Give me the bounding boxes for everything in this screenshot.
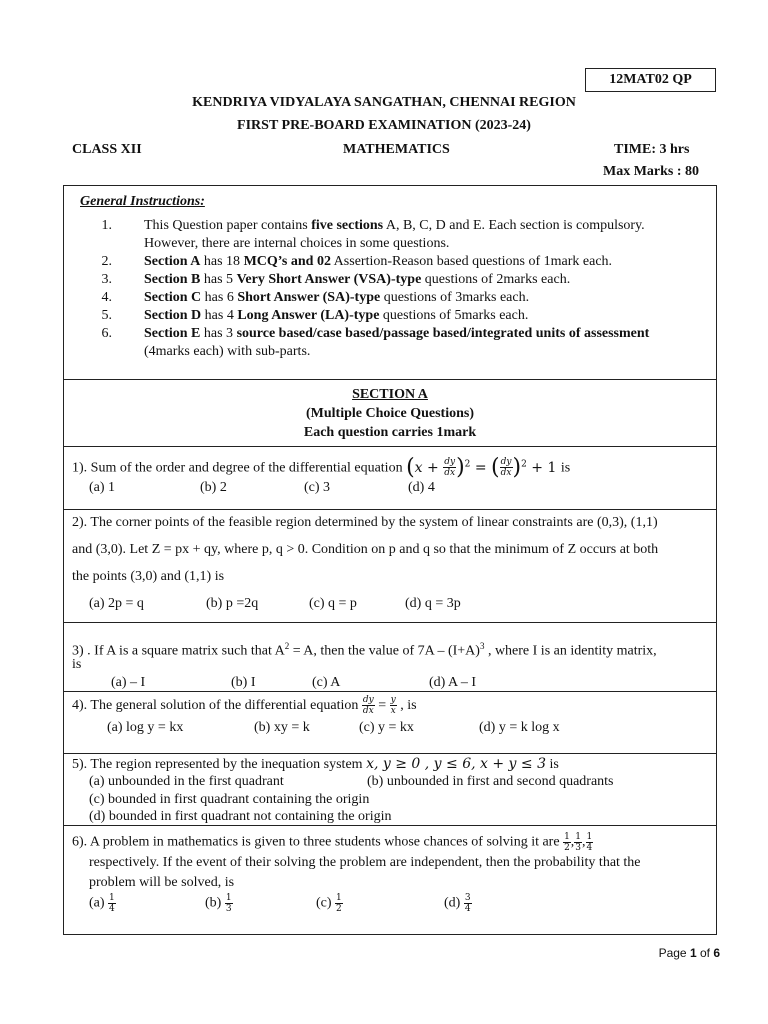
question-3-line-2: is xyxy=(72,657,82,672)
section-a-note: Each question carries 1mark xyxy=(303,425,477,440)
q4-option-a: (a) log y = kx xyxy=(107,720,184,735)
q1-option-b: (b) 2 xyxy=(200,480,227,495)
q4-option-d: (d) y = k log x xyxy=(479,720,560,735)
question-5-text: 5). The region represented by the inequation system x, y ≥ 0 , y ≤ 6, x + y ≤ 3 is xyxy=(72,756,559,772)
question-2-line-2: and (3,0). Let Z = px + qy, where p, q > 0. Condition on p and q so that the minimum of Z occurs at both xyxy=(72,542,659,557)
q1-option-a: (a) 1 xyxy=(89,480,116,495)
fraction-half: $\frac{1}{2}$ xyxy=(564,832,570,853)
q4-option-c: (c) y = kx xyxy=(359,720,414,735)
instruction-number: 3. xyxy=(101,272,112,287)
question-2-line-1: 2). The corner points of the feasible region determined by the system of linear constraints are (0,3), (1,1) xyxy=(72,515,658,530)
q5-option-d: (d) bounded in first quadrant not containing the origin xyxy=(89,809,392,824)
question-1-text: 1). Sum of the order and degree of the differential equation (x + $\frac{dy}{dx}$ )$^2$ = ( $\frac{dy}{dx}$ )$^2$ + 1 is xyxy=(72,454,571,480)
dy-dx-fraction: $\frac{dy}{dx}$ xyxy=(362,695,374,717)
instruction-text: Section B has 5 Very Short Answer (VSA)-type questions of 2marks each. xyxy=(144,272,571,287)
instruction-number: 1. xyxy=(101,218,112,233)
instruction-text: Section C has 6 Short Answer (SA)-type questions of 3marks each. xyxy=(144,290,530,305)
instruction-number: 4. xyxy=(101,290,112,305)
q3-option-c: (c) A xyxy=(312,675,341,690)
instruction-number: 6. xyxy=(101,326,112,341)
q2-option-a: (a) 2p = q xyxy=(89,596,144,611)
q3-option-a: (a) – I xyxy=(111,675,146,690)
instruction-number: 5. xyxy=(101,308,112,323)
question-6-text: 6). A problem in mathematics is given to three students whose chances of solving it are $\frac{1}{2}$ , $\frac{1}{3}$ , $\frac{1}{4}$ xyxy=(72,832,593,853)
q5-option-c: (c) bounded in first quadrant containing the origin xyxy=(89,792,370,807)
question-6-line-3: problem will be solved, is xyxy=(89,875,235,890)
instruction-text: Section E has 3 source based/case based/passage based/integrated units of assessment (4marks each) with sub-parts. xyxy=(144,326,650,359)
fraction-quarter: $\frac{1}{4}$ xyxy=(586,832,593,853)
question-6-line-2: respectively. If the event of their solving the problem are independent, then the probability that the xyxy=(89,855,641,870)
q1-option-c: (c) 3 xyxy=(304,480,331,495)
class-label: CLASS XII xyxy=(72,142,142,157)
q3-option-d: (d) A – I xyxy=(429,675,477,690)
question-4-text: 4). The general solution of the differential equation $\frac{dy}{dx}$ = $\frac{y}{x}$ , is xyxy=(72,695,417,717)
subject-label: MATHEMATICS xyxy=(343,142,450,157)
exam-title: FIRST PRE-BOARD EXAMINATION (2023-24) xyxy=(237,118,531,133)
q6-option-a: (a) $\frac{1}{4}$ xyxy=(89,893,115,914)
organization-title: KENDRIYA VIDYALAYA SANGATHAN, CHENNAI REGION xyxy=(192,95,576,110)
question-3-text: 3) . If A is a square matrix such that $A^2 = A$, then the value of $7A - (I+A)^3$ , where I is an identity matrix, xyxy=(72,641,657,659)
q4-option-b: (b) xy = k xyxy=(254,720,310,735)
differential-equation: (x + $\frac{dy}{dx}$ )$^2$ = ( $\frac{dy}{dx}$ )$^2$ + 1 xyxy=(406,454,557,480)
instruction-text: Section A has 18 MCQ’s and 02 Assertion-Reason based questions of 1mark each. xyxy=(144,254,613,269)
max-marks-label: Max Marks : 80 xyxy=(603,164,700,179)
section-a-title: SECTION A xyxy=(352,387,428,402)
page-number: Page 1 of 6 xyxy=(658,946,720,960)
q5-option-a: (a) unbounded in the first quadrant xyxy=(89,774,284,789)
q5-option-b: (b) unbounded in first and second quadrants xyxy=(367,774,614,789)
q2-option-c: (c) q = p xyxy=(309,596,357,611)
q3-option-b: (b) I xyxy=(231,675,256,690)
section-a-subtitle: (Multiple Choice Questions) xyxy=(306,406,474,421)
instructions-title: General Instructions: xyxy=(80,194,205,209)
instruction-text: This Question paper contains five sections A, B, C, D and E. Each section is compulsory. However, there are internal choices in some questions. xyxy=(144,218,645,251)
q6-option-b: (b) $\frac{1}{3}$ xyxy=(205,893,232,914)
q2-option-d: (d) q = 3p xyxy=(405,596,461,611)
q6-option-c: (c) $\frac{1}{2}$ xyxy=(316,893,342,914)
question-2-line-3: the points (3,0) and (1,1) is xyxy=(72,569,225,584)
q6-option-d: (d) $\frac{3}{4}$ xyxy=(444,893,471,914)
y-x-fraction: $\frac{y}{x}$ xyxy=(390,695,396,717)
time-label: TIME: 3 hrs xyxy=(614,142,690,157)
fraction-third: $\frac{1}{3}$ xyxy=(575,832,582,853)
q1-option-d: (d) 4 xyxy=(408,480,435,495)
inequation-system: x, y ≥ 0 , y ≤ 6, x + y ≤ 3 xyxy=(366,756,546,772)
instruction-text: Section D has 4 Long Answer (LA)-type questions of 5marks each. xyxy=(144,308,529,323)
instruction-number: 2. xyxy=(101,254,112,269)
q2-option-b: (b) p =2q xyxy=(206,596,259,611)
paper-code: 12MAT02 QP xyxy=(585,68,716,92)
